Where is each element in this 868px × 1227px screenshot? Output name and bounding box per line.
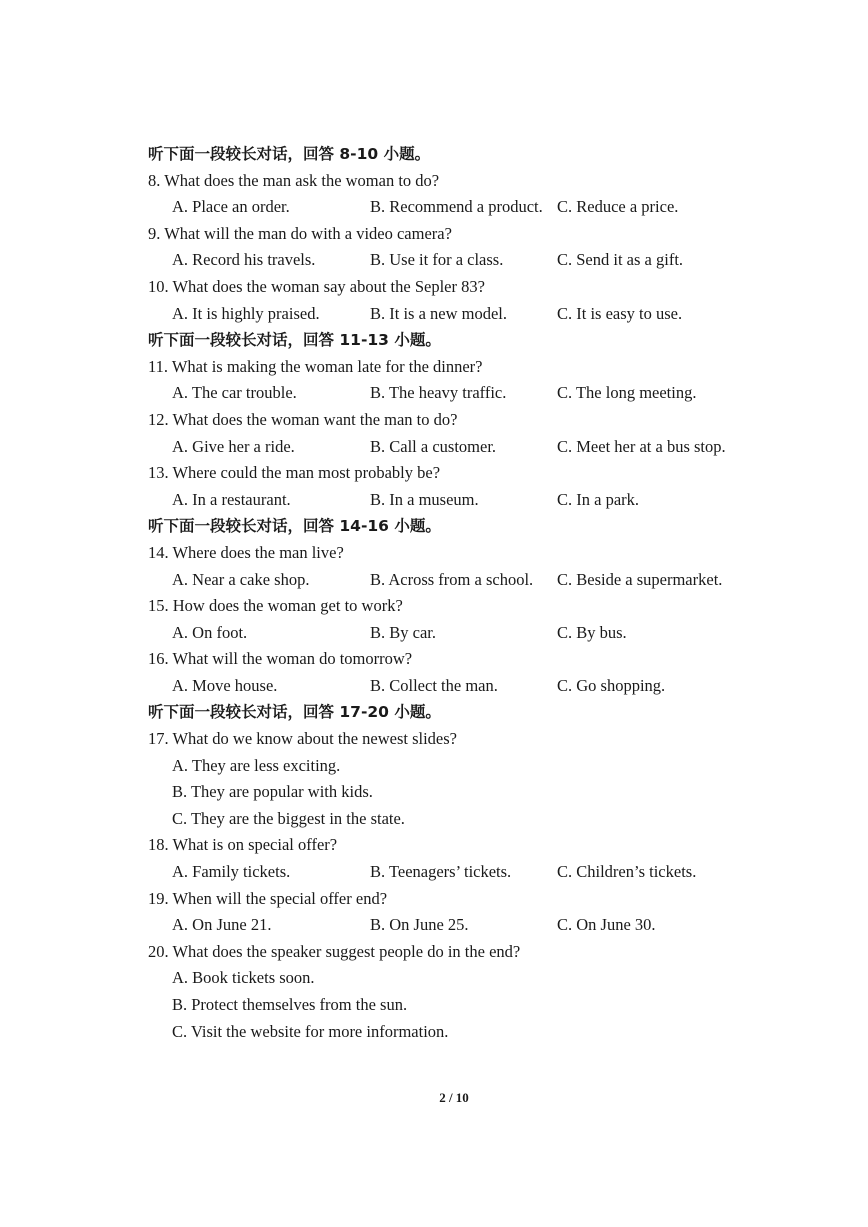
option-a: A. Book tickets soon. <box>172 968 315 988</box>
option-b: B. By car. <box>370 622 436 642</box>
option-b: B. Across from a school. <box>370 569 534 589</box>
section-heading: 听下面一段较长对话，回答 14-16 小题。 <box>148 517 441 536</box>
option-b: B. Call a customer. <box>370 436 497 456</box>
question-stem: 15. How does the woman get to work? <box>148 596 403 616</box>
option-c: C. By bus. <box>557 622 627 642</box>
option-a: A. On June 21. <box>172 915 272 935</box>
question-stem: 11. What is making the woman late for the dinner? <box>148 356 483 376</box>
option-row <box>148 620 768 647</box>
listening-questions <box>148 141 768 1045</box>
question-stem: 16. What will the woman do tomorrow? <box>148 649 413 669</box>
option-c: C. Go shopping. <box>557 675 666 695</box>
option-c: C. The long meeting. <box>557 383 697 403</box>
option-b: B. On June 25. <box>370 915 469 935</box>
option-c: C. Visit the website for more information. <box>172 1021 449 1041</box>
question-stem: 19. When will the special offer end? <box>148 888 388 908</box>
question-stem: 13. Where could the man most probably be? <box>148 463 441 483</box>
option-c: C. Meet her at a bus stop. <box>557 436 726 456</box>
question-stem: 8. What does the man ask the woman to do? <box>148 170 440 190</box>
question-stem: 9. What will the man do with a video camera? <box>148 223 452 243</box>
option-c: C. Send it as a gift. <box>557 250 684 270</box>
option-row <box>148 194 768 221</box>
option-b: B. In a museum. <box>370 489 479 509</box>
section-heading: 听下面一段较长对话，回答 17-20 小题。 <box>148 703 441 722</box>
option-a: A. Record his travels. <box>172 250 316 270</box>
page-number: 2 / 10 <box>439 1090 469 1105</box>
question-stem: 12. What does the woman want the man to do? <box>148 409 458 429</box>
option-b: B. It is a new model. <box>370 303 508 323</box>
question-stem: 20. What does the speaker suggest people do in the end? <box>148 941 521 961</box>
option-a: A. The car trouble. <box>172 383 297 403</box>
option-a: A. Give her a ride. <box>172 436 295 456</box>
option-a: A. On foot. <box>172 622 248 642</box>
question-stem: 14. Where does the man live? <box>148 542 344 562</box>
section-heading: 听下面一段较长对话，回答 8-10 小题。 <box>148 145 431 163</box>
option-c: C. It is easy to use. <box>557 303 683 323</box>
option-b: B. The heavy traffic. <box>370 383 507 403</box>
question-stem: 18. What is on special offer? <box>148 835 338 855</box>
question-stem: 10. What does the woman say about the Sepler 83? <box>148 276 485 296</box>
option-row <box>148 567 768 594</box>
option-b: B. Use it for a class. <box>370 250 504 270</box>
option-a: A. Near a cake shop. <box>172 569 310 589</box>
option-a: A. In a restaurant. <box>172 489 291 509</box>
option-row <box>148 380 768 407</box>
option-row <box>148 859 768 886</box>
option-b: B. Teenagers’ tickets. <box>370 862 512 882</box>
question-stem: 17. What do we know about the newest slides? <box>148 729 458 749</box>
option-c: C. In a park. <box>557 489 640 509</box>
option-row <box>148 912 768 939</box>
option-b: B. They are popular with kids. <box>172 782 373 802</box>
option-b: B. Protect themselves from the sun. <box>172 995 408 1014</box>
option-b: B. Collect the man. <box>370 675 498 695</box>
option-row <box>148 301 768 328</box>
option-c: C. Reduce a price. <box>557 197 679 217</box>
option-c: C. On June 30. <box>557 915 656 935</box>
option-row <box>148 487 768 514</box>
option-b: B. Recommend a product. <box>370 197 543 217</box>
option-a: A. They are less exciting. <box>172 755 341 775</box>
option-row <box>148 673 768 700</box>
option-c: C. Children’s tickets. <box>557 862 697 882</box>
option-a: A. Family tickets. <box>172 862 291 882</box>
option-a: A. Place an order. <box>172 197 290 217</box>
section-heading: 听下面一段较长对话，回答 11-13 小题。 <box>148 331 441 350</box>
option-a: A. It is highly praised. <box>172 303 320 323</box>
option-c: C. They are the biggest in the state. <box>172 808 405 828</box>
option-c: C. Beside a supermarket. <box>557 569 723 589</box>
option-row <box>148 247 768 274</box>
option-row <box>148 434 768 461</box>
option-a: A. Move house. <box>172 675 278 695</box>
